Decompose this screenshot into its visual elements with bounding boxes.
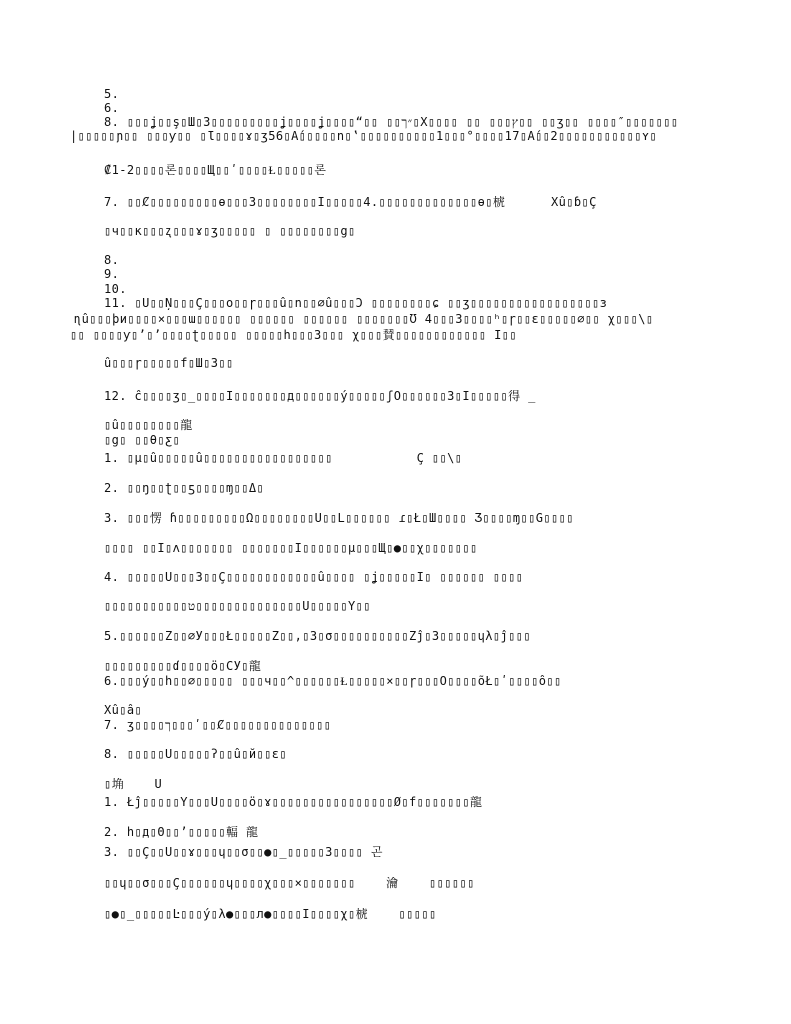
- doc-line: ▯g▯ ▯▯θ▯ƹ▯: [104, 434, 181, 447]
- doc-line: ▯▯▯▯ ▯▯Ī▯ʌ▯▯▯▯▯▯▯ ▯▯▯▯▯▯▯Ī▯▯▯▯▯▯µ▯▯▯Щ▯●▯▯χ▯▯▯▯▯▯▯: [104, 542, 478, 555]
- doc-line: 5.▯▯▯▯▯▯Z▯▯∅Ӱ▯▯▯Ł▯▯▯▯▯Z▯▯,▯3▯σ▯▯▯▯▯▯▯▯▯▯Zĵ▯3▯▯▯▯▯ɥλ▯ĵ▯▯▯: [104, 630, 531, 643]
- doc-line: ▯埆 U: [104, 778, 163, 791]
- doc-line: ▯▯▯▯▯▯▯▯▯▯▯ט▯▯▯▯▯▯▯▯▯▯▯▯▯▯U▯▯▯▯▯Ÿ▯▯: [104, 600, 371, 613]
- doc-line: 8. ▯▯▯ʝ▯▯ş▯Ш▯3▯▯▯▯▯▯▯▯▯ʝ▯▯▯▯ʝ▯▯▯▯“▯▯ ▯▯״ך▯Χ▯▯▯▯ ▯▯ ▯▯▯ץ▯▯ ▯▯ʒ▯▯ ▯▯▯▯″▯▯▯▯▯▯▯: [104, 116, 679, 129]
- doc-line: ɳû▯▯▯þи▯▯▯▯×▯▯▯ɯ▯▯▯▯▯▯ ▯▯▯▯▯▯ ▯▯▯▯▯▯ ▯▯▯▯▯▯▯Ʊ 4▯▯▯3▯▯▯▯ʰ▯ɼ▯▯ɛ▯▯▯▯▯∅▯▯ χ▯▯▯\▯: [74, 313, 654, 326]
- doc-line: 11. ▯U▯▯Ņ▯▯▯Ç▯▯▯o▯▯ɼ▯▯▯û▯n▯▯∅û▯▯▯Ɔ ▯▯▯▯▯▯▯▯ɕ ▯▯ʒ▯▯▯▯▯▯▯▯▯▯▯▯▯▯▯▯▯ɜ: [104, 297, 608, 310]
- doc-line: 3. ▯▯▯愣 ɦ▯▯▯▯▯▯▯▯▯Ω▯▯▯▯▯▯▯▯U▯▯Ĺ▯▯▯▯▯▯ ɾ▯Ł▯Ш▯▯▯▯ Ǯ▯▯▯▯ɱ▯▯Ġ▯▯▯▯: [104, 512, 574, 525]
- doc-line: ₡1-2▯▯▯▯론▯▯▯▯Щ▯▯ʹ▯▯▯▯Ɫ▯▯▯▯▯론: [104, 164, 327, 177]
- doc-line: 2. ▯▯ŋ▯▯ʈ▯▯ƽ▯▯▯▯ɱ▯▯Δ▯: [104, 482, 265, 495]
- doc-line: 2. h▯д▯Θ▯▯’▯▯▯▯▯輻 龍: [104, 826, 259, 839]
- doc-line: ▯▯ ▯▯▯▯ƴ▯ʼ▯ʼ▯▯▯▯ʈ▯▯▯▯▯ ▯▯▯▯▯h▯▯▯3▯▯▯ χ▯▯▯賛▯▯▯▯▯▯▯▯▯▯▯▯ Ï▯▯: [70, 329, 518, 342]
- doc-line: 5.: [104, 88, 120, 101]
- doc-line: 8.: [104, 254, 120, 267]
- doc-line: 9.: [104, 268, 120, 281]
- doc-line: 1. Łĵ▯▯▯▯▯Ÿ▯▯▯U▯▯▯▯ö▯ɤ▯▯▯▯▯▯▯▯▯▯▯▯▯▯▯▯Ø▯f▯▯▯▯▯▯▯龍: [104, 796, 483, 809]
- doc-line: û▯▯▯ɼ▯▯▯▯▯f▯Ш▯3▯▯: [104, 357, 234, 370]
- doc-line: 7. ʒ▯▯▯▯ך▯▯▯ʹ▯▯Ȼ▯▯▯▯▯▯▯▯▯▯▯▯▯▯: [104, 719, 332, 732]
- doc-line: 3. ▯▯Ç▯▯U▯▯ɤ▯▯▯ɥ▯▯σ▯▯●▯_▯▯▯▯▯3▯▯▯▯ 곤: [104, 846, 383, 859]
- doc-line: 10.: [104, 283, 127, 296]
- doc-line: 6.: [104, 102, 120, 115]
- doc-line: ▯û▯▯▯▯▯▯▯▯龍: [104, 419, 193, 432]
- doc-line: ▯▯▯▯▯▯▯▯▯ɗ▯▯▯▯ö▯CӰ▯龍: [104, 660, 262, 673]
- doc-line: ▯ч▯▯ĸ▯▯▯ʐ▯▯▯ɤ▯ʒ▯▯▯▯▯ ▯ ▯▯▯▯▯▯▯▯g▯: [104, 225, 356, 238]
- doc-line: 12. ĉ▯▯▯▯ʒ▯_▯▯▯▯Ī▯▯▯▯▯▯▯д▯▯▯▯▯▯ý▯▯▯▯▯ʃÖ▯▯▯▯▯▯3▯Ī▯▯▯▯▯得 _: [104, 390, 536, 403]
- doc-line: Χû▯â▯: [104, 704, 143, 717]
- doc-line: 8. ▯▯▯▯▯U▯▯▯▯▯ʔ▯▯û▯й▯▯ɛ▯: [104, 748, 287, 761]
- doc-line: 6.▯▯▯ý▯▯h▯▯∅▯▯▯▯▯ ▯▯▯ч▯▯^▯▯▯▯▯▯Ɫ▯▯▯▯▯×▯▯ɼ▯▯▯Ö▯▯▯▯õŁ▯ʹ▯▯▯▯ô▯▯: [104, 675, 562, 688]
- doc-line: 1. ▯µ▯û▯▯▯▯▯û▯▯▯▯▯▯▯▯▯▯▯▯▯▯▯▯▯ Ç ▯▯\▯: [104, 452, 463, 465]
- doc-line: ▯▯ɥ▯▯σ▯▯▯Ç▯▯▯▯▯▯ɥ▯▯▯▯χ▯▯▯×▯▯▯▯▯▯▯ 瀹 ▯▯▯▯▯▯: [104, 877, 475, 890]
- doc-line: 4. ▯▯▯▯▯U▯▯▯3▯▯Ç▯▯▯▯▯▯▯▯▯▯▯▯û▯▯▯▯ ▯ʝ▯▯▯▯▯Ī▯ ▯▯▯▯▯▯ ▯▯▯▯: [104, 571, 524, 584]
- doc-line: 7. ▯▯Ȼ▯▯▯▯▯▯▯▯▯ɵ▯▯▯3▯▯▯▯▯▯▯▯Ī▯▯▯▯▯4.▯▯▯▯▯▯▯▯▯▯▯▯▯ɵ▯椃 Χû▯ɓ▯Ç: [104, 196, 597, 209]
- doc-line: |▯▯▯▯▯ɲ▯▯ ▯▯▯ƴ▯▯ ▯Ɩ▯▯▯▯ɤ▯ʒ56▯Ấ▯▯▯▯▯n▯‛▯▯▯▯▯▯▯▯▯▯1▯▯▯°▯▯▯▯17▯Ấ▯▯2▯▯▯▯▯▯▯▯▯▯▯ʏ▯: [70, 130, 658, 143]
- doc-line: ▯●▯_▯▯▯▯▯Ŀ▯▯▯ý▯λ●▯▯▯л●▯▯▯▯Ī▯▯▯▯χ▯椃 ▯▯▯▯▯: [104, 908, 437, 921]
